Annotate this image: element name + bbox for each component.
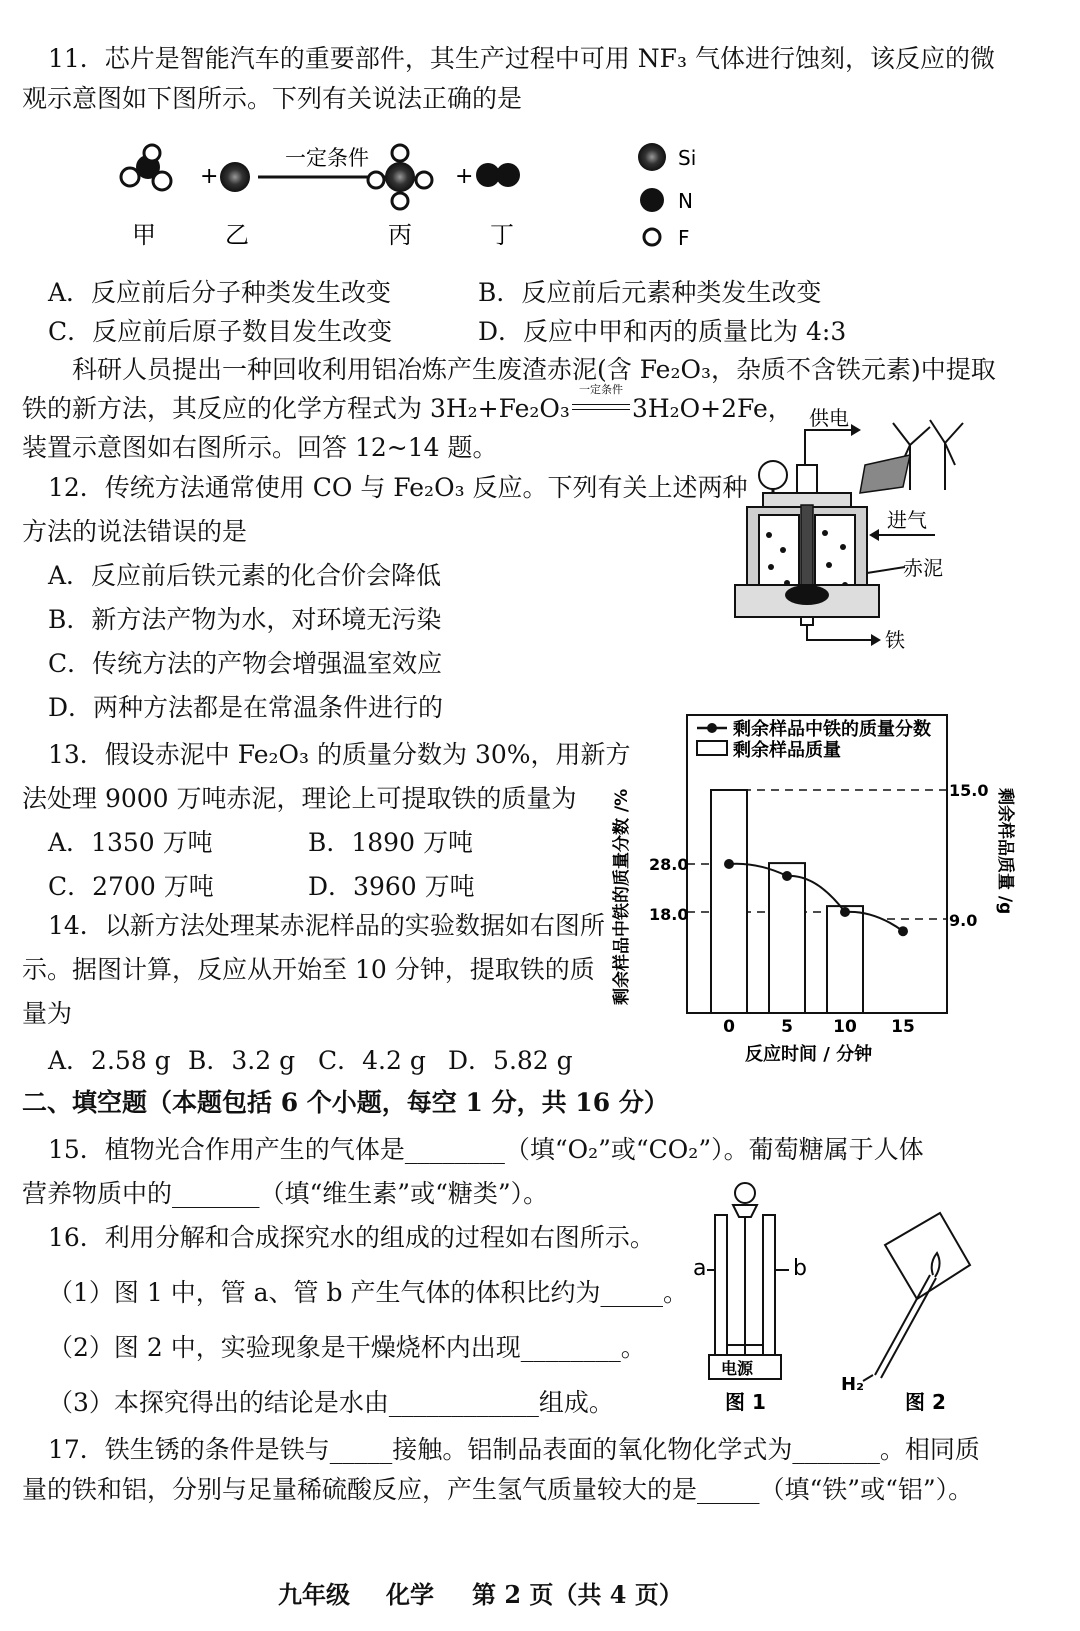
footer-grade: 九年级: [278, 1580, 350, 1609]
q16-line1: 16．利用分解和合成探究水的组成的过程如右图所示。: [48, 1223, 655, 1252]
legend-bar-marker: [697, 741, 727, 755]
q14-option-a: A．2.58 g: [48, 1046, 171, 1075]
right-tick-9: 9.0: [949, 911, 978, 930]
bar-t0: [711, 790, 747, 1013]
context-line3: 装置示意图如右图所示。回答 12~14 题。: [22, 433, 498, 462]
label-bing: 丙: [388, 221, 412, 249]
q12-option-d: D．两种方法都是在常温条件进行的: [48, 693, 444, 722]
molecule-ding: [476, 163, 520, 187]
electrolysis-figures: [685, 1175, 1005, 1425]
context-eq-condition: 一定条件: [570, 392, 632, 426]
footer-subject: 化学: [386, 1580, 434, 1609]
q16-part2: （2）图 2 中，实验现象是干燥烧杯内出现________。: [48, 1333, 646, 1362]
section2-title: 二、填空题（本题包括 6 个小题，每空 1 分，共 16 分）: [22, 1088, 669, 1117]
device-label-gas-in: 进气: [887, 508, 927, 532]
device-label-power: 供电: [809, 406, 849, 430]
q16-part3: （3）本探究得出的结论是水由____________组成。: [48, 1388, 614, 1417]
label-yi: 乙: [225, 221, 249, 249]
label-jia: 甲: [132, 221, 156, 249]
point-t0: [724, 859, 734, 869]
q11-option-c: C．反应前后原子数目发生改变: [48, 317, 393, 346]
device-label-red-mud: 赤泥: [903, 556, 943, 580]
q13-option-a: A．1350 万吨: [48, 828, 213, 857]
right-tick-15: 15.0: [949, 781, 989, 800]
bar-t5: [769, 863, 805, 1013]
context-eq-left: 铁的新方法，其反应的化学方程式为 3H₂+Fe₂O₃: [22, 394, 570, 423]
q11-line2: 观示意图如下图所示。下列有关说法正确的是: [22, 84, 523, 113]
q12-option-b: B．新方法产物为水，对环境无污染: [48, 605, 442, 634]
q12-option-c: C．传统方法的产物会增强温室效应: [48, 649, 443, 678]
chart-ylabel-left: 剩余样品中铁的质量分数 /%: [612, 788, 632, 1005]
chart-xlabel: 反应时间 / 分钟: [745, 1044, 873, 1065]
q11-line1: 11．芯片是智能汽车的重要部件，其生产过程中可用 NF₃ 气体进行蚀刻，该反应的微: [48, 44, 995, 73]
q11-option-d: D．反应中甲和丙的质量比为 4:3: [478, 317, 847, 346]
legend-si: Si: [678, 146, 697, 170]
atom-yi: [220, 162, 250, 192]
context-line1: 科研人员提出一种回收利用铝冶炼产生废渣赤泥(含 Fe₂O₃，杂质不含铁元素)中提取: [72, 355, 996, 384]
device-label-iron: 铁: [885, 628, 905, 652]
solar-panel-icon: [860, 455, 910, 493]
plus-2: +: [455, 164, 474, 189]
gauge-icon: [759, 461, 787, 489]
fig2-h2-label: H₂: [841, 1374, 864, 1395]
legend-si-icon: [638, 143, 666, 171]
plus-1: +: [200, 164, 219, 189]
q13-option-d: D．3960 万吨: [308, 872, 475, 901]
q15-line2: 营养物质中的_______（填“维生素”或“糖类”）。: [22, 1179, 549, 1208]
fig1-caption: 图 1: [725, 1390, 766, 1414]
legend-line-marker: [707, 723, 717, 733]
legend-bar-label: 剩余样品质量: [733, 740, 841, 761]
footer-page: 第 2 页（共 4 页）: [472, 1580, 683, 1609]
x-tick-15: 15: [891, 1017, 915, 1037]
molecule-jia: [121, 145, 171, 190]
q14-option-b: B．3.2 g: [188, 1046, 296, 1075]
q11-option-b: B．反应前后元素种类发生改变: [478, 278, 822, 307]
x-tick-5: 5: [781, 1017, 793, 1037]
q14-line3: 量为: [22, 999, 73, 1028]
q13-line2: 法处理 9000 万吨赤泥，理论上可提取铁的质量为: [22, 784, 577, 813]
q11-option-a: A．反应前后分子种类发生改变: [48, 278, 392, 307]
chart-ylabel-right: 剩余样品质量 /g: [995, 788, 1015, 915]
legend-line-label: 剩余样品中铁的质量分数: [733, 719, 931, 740]
point-t10: [840, 907, 850, 917]
q11-reaction-diagram: [100, 125, 740, 255]
q12-line2: 方法的说法错误的是: [22, 517, 248, 546]
q14-line1: 14．以新方法处理某赤泥样品的实验数据如右图所: [48, 911, 605, 940]
q12-option-a: A．反应前后铁元素的化合价会降低: [48, 561, 442, 590]
reaction-condition: 一定条件: [285, 146, 369, 170]
bar-t10: [827, 906, 863, 1013]
context-eq-right: 3H₂O+2Fe，: [631, 394, 793, 423]
hydrogen-burning-beaker: [875, 1213, 970, 1378]
legend-f: F: [678, 226, 690, 250]
fig1-power-label: 电源: [721, 1359, 754, 1378]
q17-line2: 量的铁和铝，分别与足量稀硫酸反应，产生氢气质量较大的是_____（填“铁”或“铝”）。: [22, 1475, 974, 1504]
q16-part1: （1）图 1 中，管 a、管 b 产生气体的体积比约为_____。: [48, 1278, 688, 1307]
q14-option-d: D．5.82 g: [448, 1046, 573, 1075]
iron-fraction-chart: [605, 700, 1025, 1070]
x-tick-10: 10: [833, 1017, 857, 1037]
q14-line2: 示。据图计算，反应从开始至 10 分钟，提取铁的质: [22, 955, 595, 984]
reactor-device-figure: [725, 395, 985, 660]
point-t15: [898, 926, 908, 936]
x-tick-0: 0: [723, 1017, 735, 1037]
q17-line1: 17．铁生锈的条件是铁与_____接触。铝制品表面的氧化物化学式为_______。相同质: [48, 1435, 980, 1464]
legend-n: N: [678, 189, 693, 213]
molecule-bing: [368, 145, 432, 209]
q13-line1: 13．假设赤泥中 Fe₂O₃ 的质量分数为 30%，用新方: [48, 740, 631, 769]
q13-option-b: B．1890 万吨: [308, 828, 473, 857]
legend-n-icon: [640, 188, 664, 212]
fig1-label-a: a: [693, 1256, 707, 1281]
point-t5: [782, 871, 792, 881]
left-tick-28: 28.0: [649, 855, 689, 874]
electrolysis-apparatus: [709, 1183, 781, 1379]
legend-f-icon: [644, 229, 660, 245]
context-line2: [22, 383, 793, 426]
left-tick-18: 18.0: [649, 905, 689, 924]
q15-line1: 15．植物光合作用产生的气体是________（填“O₂”或“CO₂”）。葡萄糖属于人体: [48, 1135, 924, 1164]
q12-line1: 12．传统方法通常使用 CO 与 Fe₂O₃ 反应。下列有关上述两种: [48, 473, 748, 502]
q13-option-c: C．2700 万吨: [48, 872, 214, 901]
fig2-caption: 图 2: [905, 1390, 946, 1414]
fig1-label-b: b: [793, 1256, 807, 1281]
label-ding: 丁: [490, 221, 514, 249]
q14-option-c: C．4.2 g: [318, 1046, 426, 1075]
